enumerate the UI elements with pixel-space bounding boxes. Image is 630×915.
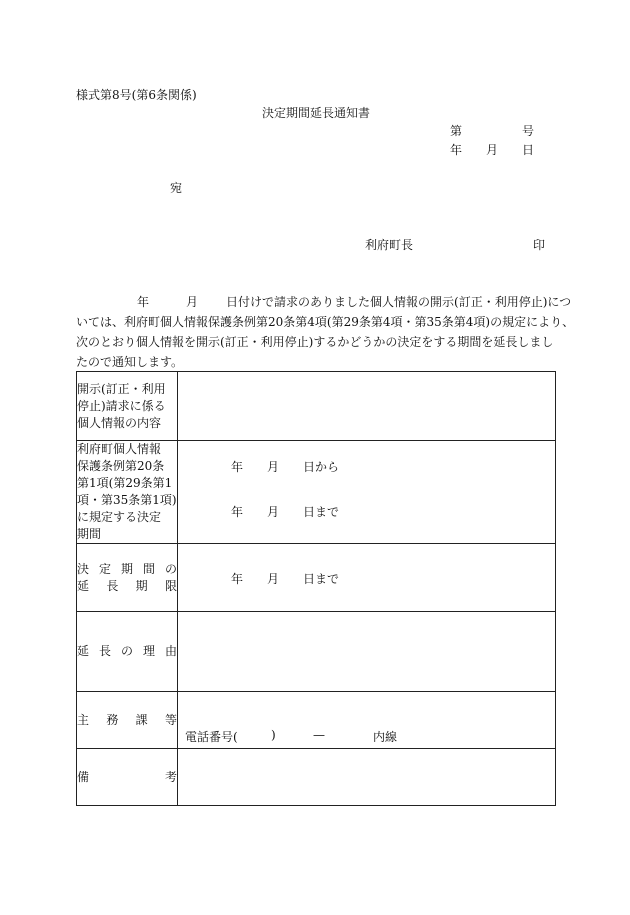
label-char: 延 (77, 578, 90, 593)
label-line: 項・第35条第1項) (77, 493, 177, 507)
date-day: 日 (522, 143, 535, 157)
label-remarks (77, 749, 178, 806)
label-line: 第1項(第29条第1 (77, 476, 173, 490)
body-line-2: いては、利府町個人情報保護条例第20条第4項(第29条第4項・第35条第4項)の規定により、 (76, 315, 575, 329)
label-char: 長 (98, 644, 111, 658)
label-char: 理 (142, 644, 155, 658)
label-line: 期間 (77, 527, 102, 541)
label-line (77, 561, 177, 578)
label-char: 備 (77, 769, 90, 784)
label-line: 停止)請求に係る (77, 398, 166, 413)
label-char: 決 (77, 561, 90, 576)
row-decision-period (77, 441, 556, 544)
label-line: に規定する決定 (77, 510, 162, 524)
label-char: 課 (135, 712, 148, 727)
phone-label: 電話番号( (185, 730, 238, 744)
label-char: 等 (164, 712, 177, 727)
label-request-content (77, 372, 178, 441)
label-department (77, 692, 178, 749)
label-char: 考 (164, 769, 177, 784)
phone-extension: 内線 (373, 730, 398, 744)
label-char: 定 (98, 561, 111, 576)
label-line: 利府町個人情報 (77, 442, 162, 456)
row-department (77, 692, 556, 749)
value-extension-deadline[interactable] (178, 544, 556, 612)
date-year: 年 (450, 143, 463, 157)
period-from-year: 年 (231, 460, 244, 474)
phone-dash: — (313, 728, 325, 742)
body-year: 年 (137, 295, 150, 309)
phone-close: ) (271, 728, 276, 742)
row-request-content (77, 372, 556, 441)
row-extension-reason (77, 612, 556, 692)
doc-number-suffix: 号 (522, 124, 535, 138)
body-month: 月 (186, 295, 199, 309)
label-char: 長 (106, 578, 119, 593)
label-char: 間 (142, 561, 155, 576)
value-department[interactable] (178, 692, 556, 749)
label-char: 限 (164, 578, 177, 593)
label-line: 開示(訂正・利用 (77, 381, 166, 396)
row-remarks (77, 749, 556, 806)
label-char: 期 (135, 578, 148, 593)
notice-body (76, 292, 575, 372)
label-line (77, 578, 177, 595)
label-line (77, 769, 177, 786)
label-line (77, 643, 177, 660)
date-month: 月 (486, 143, 499, 157)
period-to-month: 月 (267, 505, 280, 519)
row-extension-deadline (77, 544, 556, 612)
period-from-month: 月 (267, 460, 280, 474)
body-line-3: 次のとおり個人情報を開示(訂正・利用停止)するかどうかの決定をする期間を延長しまし (76, 335, 554, 349)
deadline-day: 日まで (303, 572, 340, 586)
label-char: 延 (77, 644, 90, 658)
period-to-year: 年 (231, 505, 244, 519)
label-line: 保護条例第20条 (77, 459, 165, 473)
value-request-content[interactable] (178, 372, 556, 441)
issuer-name: 利府町長 (365, 238, 414, 252)
label-char: の (164, 561, 177, 576)
period-to-day: 日まで (303, 505, 340, 519)
label-char: 務 (106, 712, 119, 727)
value-remarks[interactable] (178, 749, 556, 806)
addressee-suffix: 宛 (170, 181, 183, 195)
deadline-month: 月 (267, 572, 280, 586)
form-number: 様式第8号(第6条関係) (76, 88, 197, 102)
document-title: 決定期間延長通知書 (262, 106, 371, 120)
label-char: 主 (77, 712, 90, 727)
label-char: の (120, 644, 133, 658)
details-table (76, 371, 556, 806)
seal-mark: 印 (533, 238, 546, 252)
doc-number-prefix: 第 (450, 124, 463, 138)
period-from-day: 日から (303, 460, 340, 474)
label-char: 由 (164, 644, 177, 658)
label-decision-period (77, 441, 178, 544)
body-line-4: たので通知します。 (76, 355, 184, 369)
body-line-1 (76, 292, 572, 312)
value-decision-period[interactable] (178, 441, 556, 544)
label-line (77, 712, 177, 729)
body-line-1-text: 日付けで請求のありました個人情報の開示(訂正・利用停止)につ (226, 295, 572, 309)
deadline-year: 年 (231, 572, 244, 586)
value-extension-reason[interactable] (178, 612, 556, 692)
label-extension-reason (77, 612, 178, 692)
label-line: 個人情報の内容 (77, 415, 162, 430)
label-extension-deadline (77, 544, 178, 612)
label-char: 期 (120, 561, 133, 576)
